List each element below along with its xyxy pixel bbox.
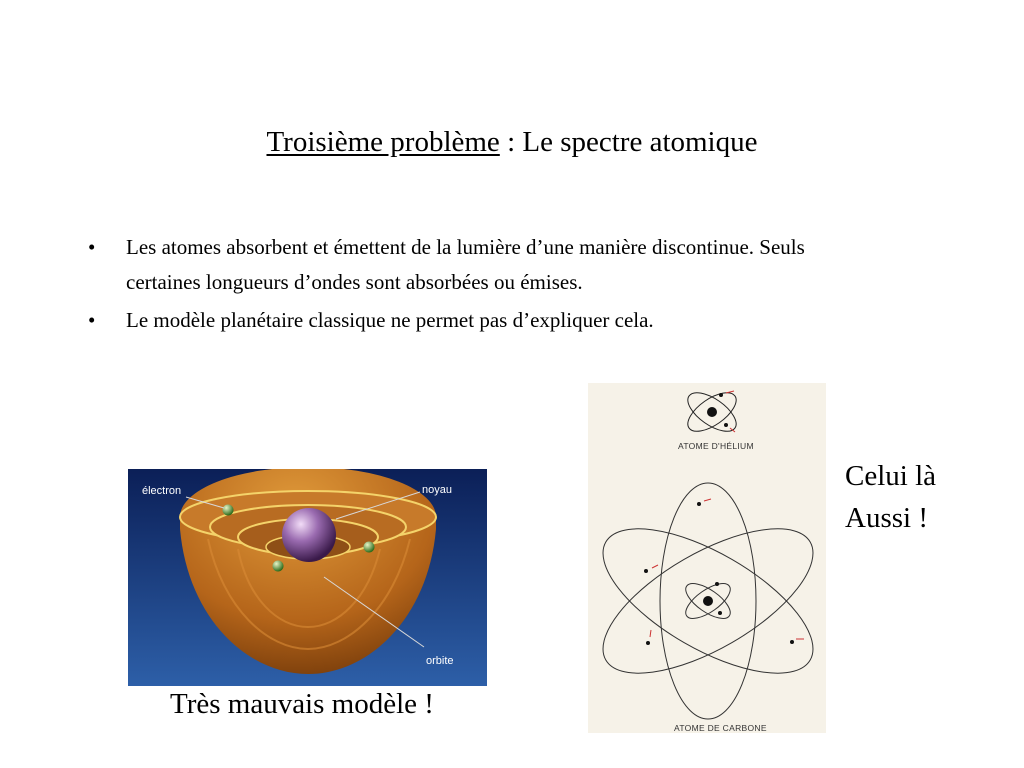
bullet-item	[84, 303, 884, 338]
title-underlined: Troisième problème	[266, 126, 500, 158]
label-carbone: ATOME DE CARBONE	[674, 723, 767, 733]
caption-bad-model: Très mauvais modèle !	[170, 688, 434, 720]
atom-models-image	[588, 383, 826, 733]
side-text-line-1: Celui là	[845, 460, 937, 492]
side-text	[845, 455, 936, 539]
bullet-glyph: •	[88, 308, 96, 332]
label-noyau: noyau	[422, 484, 452, 496]
bullet-glyph: •	[88, 235, 96, 259]
bullet-list	[84, 230, 884, 338]
label-orbite: orbite	[426, 655, 454, 667]
label-helium: ATOME D'HÉLIUM	[678, 441, 754, 451]
side-text-line-2: Aussi !	[845, 502, 928, 534]
planetary-model-illustration	[128, 469, 487, 686]
label-electron: électron	[142, 485, 182, 497]
helium-atom	[682, 385, 743, 438]
bullet-item	[84, 230, 884, 300]
carbon-atom	[588, 483, 826, 719]
bullet-text: Le modèle planétaire classique ne permet pas d’expliquer cela.	[126, 308, 654, 332]
bullet-text: Les atomes absorbent et émettent de la lumière d’une manière discontinue. Seuls certaines longueurs d’ondes sont absorbées ou émises.	[126, 235, 805, 294]
planetary-model-image	[128, 469, 487, 686]
slide-title	[0, 126, 1024, 159]
atom-models-illustration	[588, 383, 826, 733]
title-rest: : Le spectre atomique	[499, 126, 758, 158]
